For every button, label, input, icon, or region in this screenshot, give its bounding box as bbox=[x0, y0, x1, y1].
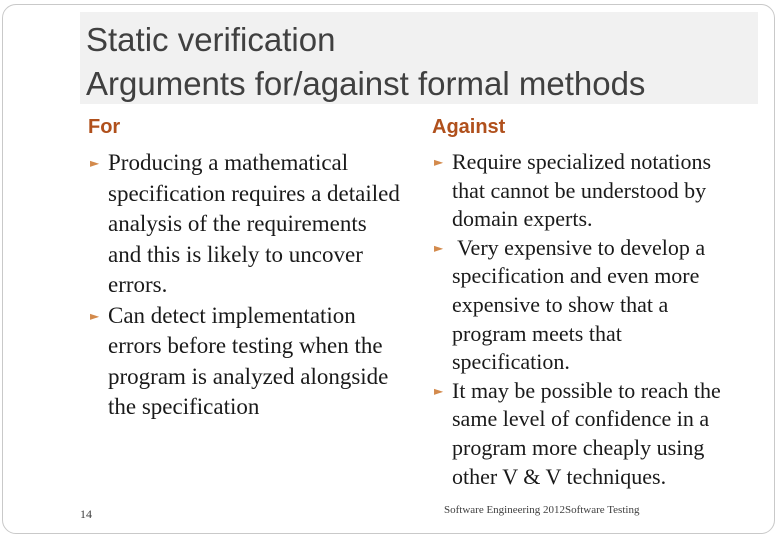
for-point: ► Can detect implementation errors before testing when the program is analyzed alongside the specification bbox=[90, 302, 389, 419]
against-point: ► Require specialized notations that cannot be understood by domain experts. bbox=[434, 149, 712, 232]
footer-text: Software Engineering 2012Software Testing bbox=[444, 504, 640, 516]
arrow-bullet-icon: ► bbox=[90, 156, 100, 170]
for-column bbox=[90, 148, 400, 423]
against-heading: Against bbox=[432, 116, 506, 138]
arrow-bullet-icon: ► bbox=[434, 155, 444, 169]
against-point: ► It may be possible to reach the same level of confidence in a program more cheaply using other V & V techniques. bbox=[434, 377, 721, 489]
arrow-bullet-icon: ► bbox=[434, 383, 444, 398]
slide-subtitle: Arguments for/against formal methods bbox=[86, 65, 646, 102]
for-point: ► Producing a mathematical specification requires a detailed analysis of the requirements and this is likely to uncover errors. bbox=[90, 150, 400, 297]
for-heading: For bbox=[88, 116, 121, 138]
arrow-bullet-icon: ► bbox=[90, 308, 100, 323]
against-column bbox=[434, 148, 744, 491]
against-point: ► Very expensive to develop a specification and even more expensive to show that a program meets that specification. bbox=[434, 234, 706, 375]
page-number: 14 bbox=[80, 507, 92, 521]
arrow-bullet-icon: ► bbox=[434, 240, 444, 255]
slide-title: Static verification bbox=[86, 21, 336, 58]
